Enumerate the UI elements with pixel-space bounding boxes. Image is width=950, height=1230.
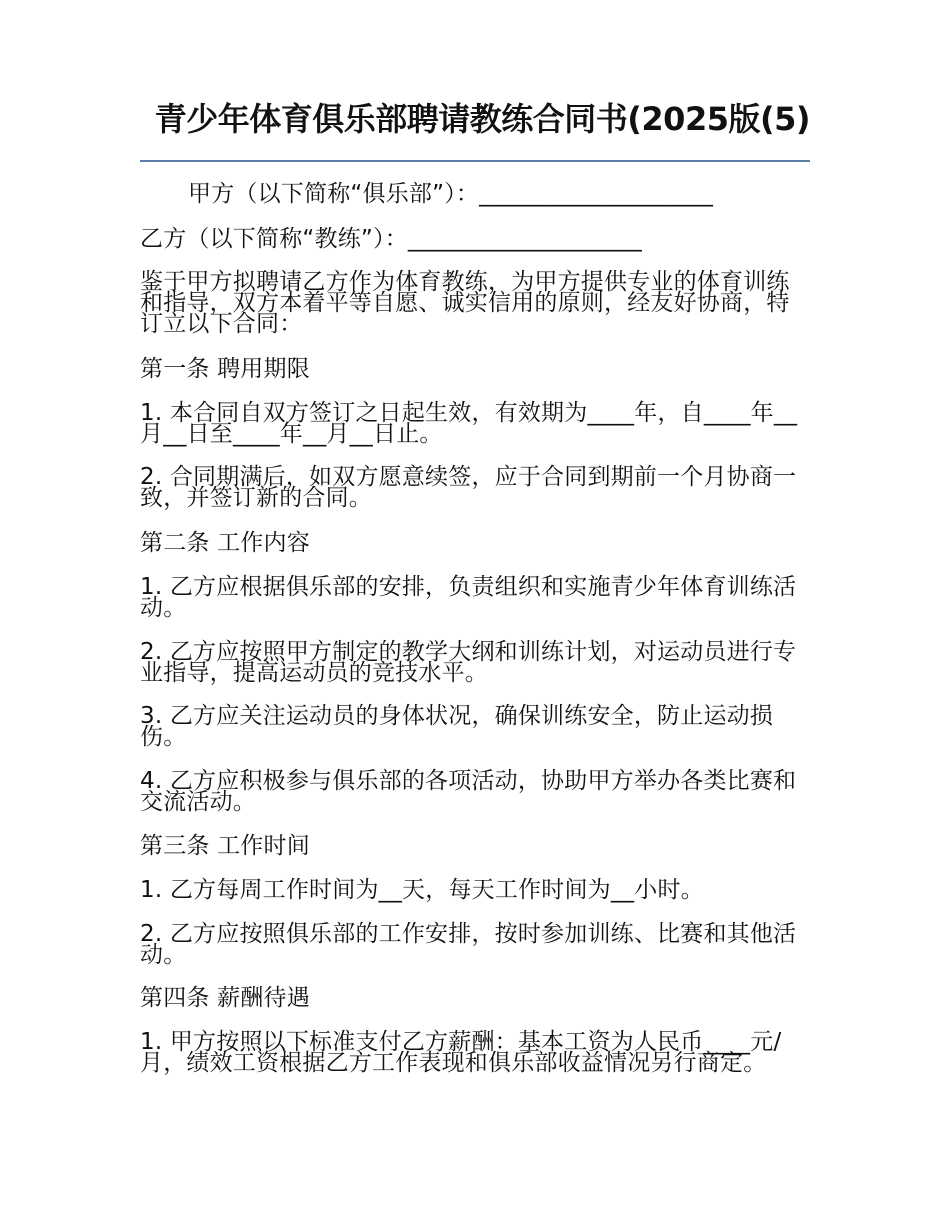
clause-item: 2. 乙方应按照甲方制定的教学大纲和训练计划，对运动员进行专业指导，提高运动员的竞技水平。 bbox=[140, 639, 797, 686]
title-divider bbox=[140, 160, 810, 162]
clause-item: 1. 本合同自双方签订之日起生效，有效期为____年，自____年__月__日至____年__月__日止。 bbox=[140, 400, 798, 447]
clause-item: 2. 合同期满后，如双方愿意续签，应于合同到期前一个月协商一致，并签订新的合同。 bbox=[140, 464, 797, 511]
section-heading-term: 第一条 聘用期限 bbox=[140, 356, 310, 382]
party-b-line: 乙方（以下简称“教练”）：____________________ bbox=[140, 226, 642, 252]
clause-item: 1. 甲方按照以下标准支付乙方薪酬：基本工资为人民币____元/月，绩效工资根据乙方工作表现和俱乐部收益情况另行商定。 bbox=[140, 1029, 782, 1076]
clause-item: 1. 乙方应根据俱乐部的安排，负责组织和实施青少年体育训练活动。 bbox=[140, 574, 797, 621]
preamble-paragraph: 鉴于甲方拟聘请乙方作为体育教练，为甲方提供专业的体育训练和指导，双方本着平等自愿、诚实信用的原则，经友好协商，特订立以下合同： bbox=[140, 269, 790, 337]
clause-item: 4. 乙方应积极参与俱乐部的各项活动，协助甲方举办各类比赛和交流活动。 bbox=[140, 768, 797, 815]
section-heading-duties: 第二条 工作内容 bbox=[140, 530, 310, 556]
party-a-line: 甲方（以下简称“俱乐部”）：____________________ bbox=[188, 181, 714, 207]
document-title: 青少年体育俱乐部聘请教练合同书(2025版(5) bbox=[154, 100, 810, 138]
clause-item: 1. 乙方每周工作时间为__天，每天工作时间为__小时。 bbox=[140, 877, 704, 903]
section-heading-salary: 第四条 薪酬待遇 bbox=[140, 985, 310, 1011]
clause-item: 3. 乙方应关注运动员的身体状况，确保训练安全，防止运动损伤。 bbox=[140, 703, 774, 750]
clause-item: 2. 乙方应按照俱乐部的工作安排，按时参加训练、比赛和其他活动。 bbox=[140, 921, 797, 968]
section-heading-hours: 第三条 工作时间 bbox=[140, 833, 310, 859]
